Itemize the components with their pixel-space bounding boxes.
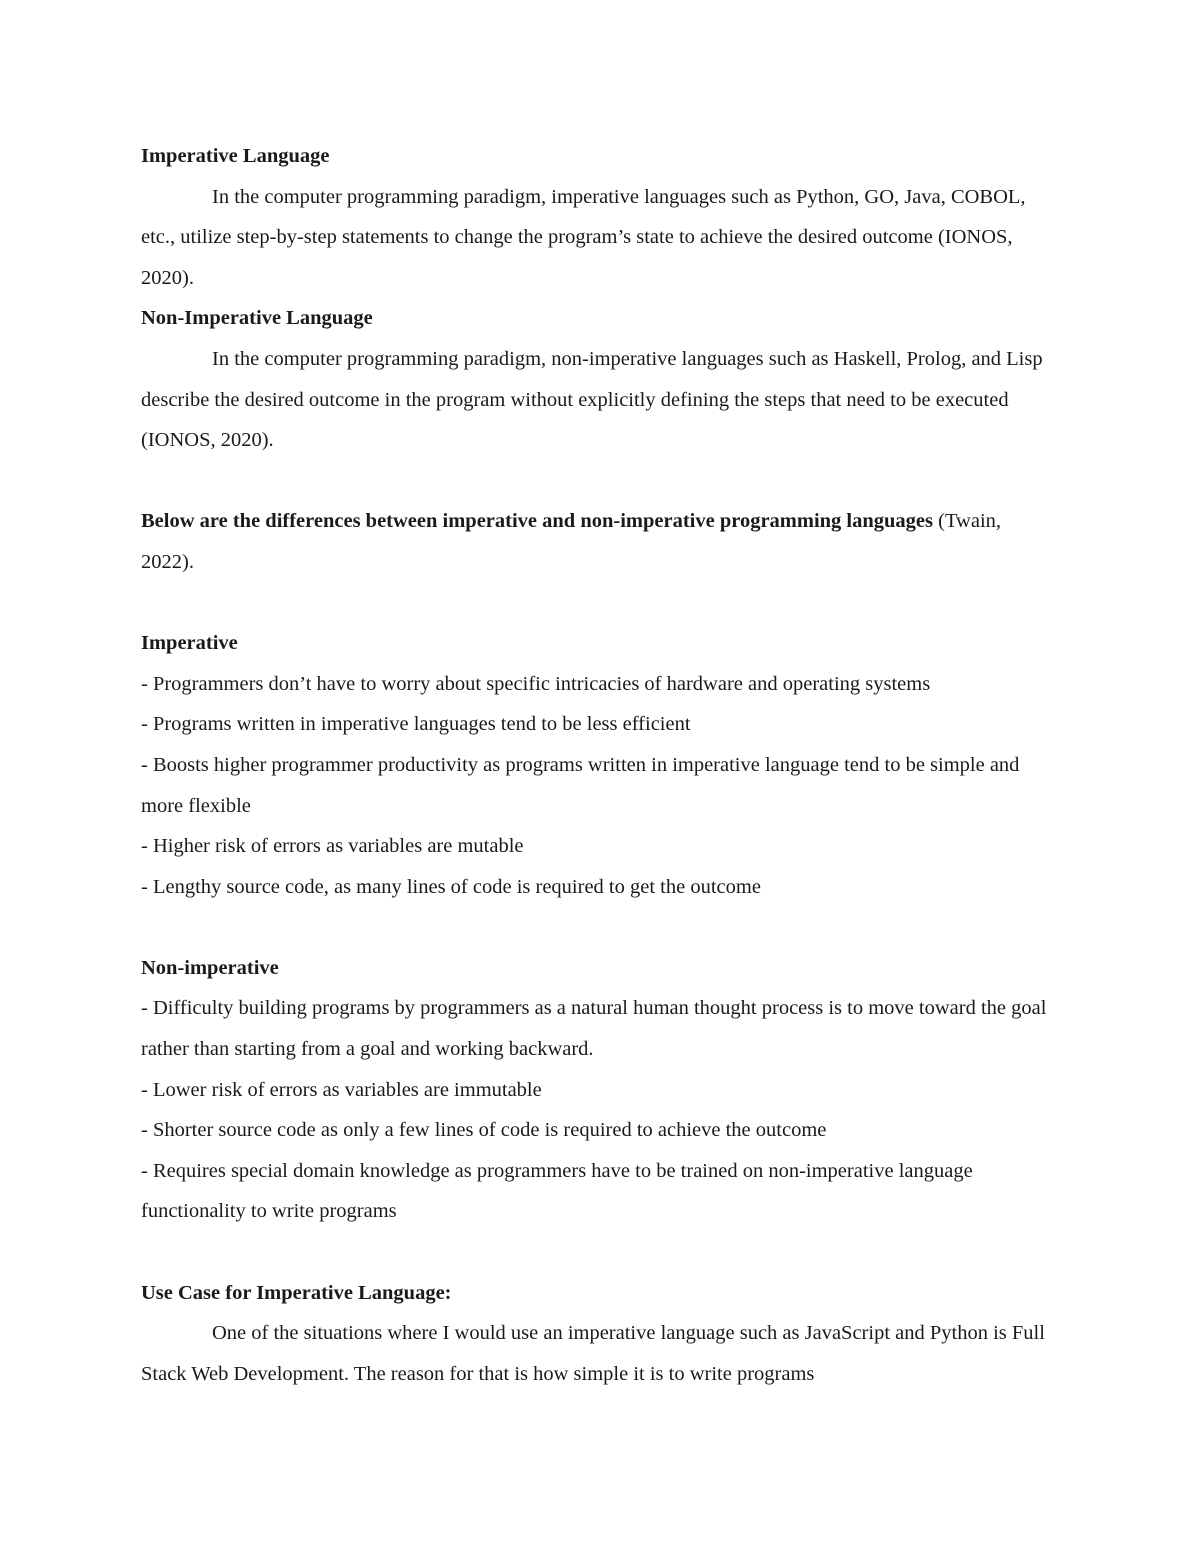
list-item: - Shorter source code as only a few lines of code is required to achieve the outcome — [141, 1119, 827, 1142]
list-heading-non-imperative: Non-imperative — [141, 956, 279, 979]
blank-line — [141, 583, 1061, 624]
paragraph-imperative-language: In the computer programming paradigm, imperative languages such as Python, GO, Java, COBOL, etc., utilize step-by-step statements to change the program’s state to achieve the desired outcome (IONOS, 2020). — [141, 185, 1026, 289]
list-item: - Requires special domain knowledge as programmers have to be trained on non-imperative language functionality to write programs — [141, 1159, 973, 1223]
list-item: - Programmers don’t have to worry about specific intricacies of hardware and operating systems — [141, 672, 931, 695]
list-item: - Higher risk of errors as variables are mutable — [141, 835, 524, 858]
blank-line — [141, 1232, 1061, 1273]
blank-line — [141, 907, 1061, 948]
paragraph-non-imperative-language: In the computer programming paradigm, non-imperative languages such as Haskell, Prolog, and Lisp describe the desired outcome in the program without explicitly defining the steps that need to be executed (IONOS, 2020). — [141, 347, 1043, 452]
differences-intro — [141, 501, 1041, 582]
differences-intro-citation: (Twain, 2022). — [141, 510, 1002, 573]
list-item: - Lengthy source code, as many lines of code is required to get the outcome — [141, 875, 761, 898]
document-body — [141, 136, 1061, 1394]
list-item: - Boosts higher programmer productivity as programs written in imperative language tend to be simple and more flexible — [141, 753, 1020, 817]
section-heading-non-imperative-language: Non-Imperative Language — [141, 307, 373, 330]
differences-intro-bold: Below are the differences between imperative and non-imperative programming languages — [141, 510, 934, 533]
section-heading-use-case: Use Case for Imperative Language: — [141, 1281, 452, 1304]
list-item: - Programs written in imperative languages tend to be less efficient — [141, 713, 691, 736]
list-heading-imperative: Imperative — [141, 632, 238, 655]
section-heading-imperative-language: Imperative Language — [141, 145, 330, 167]
list-item: - Lower risk of errors as variables are immutable — [141, 1078, 542, 1101]
list-item: - Difficulty building programs by programmers as a natural human thought process is to move toward the goal rather than starting from a goal and working backward. — [141, 997, 1047, 1061]
paragraph-use-case: One of the situations where I would use an imperative language such as JavaScript and Python is Full Stack Web Development. The reason for that is how simple it is to write programs — [141, 1322, 1045, 1385]
blank-line — [141, 461, 1061, 502]
